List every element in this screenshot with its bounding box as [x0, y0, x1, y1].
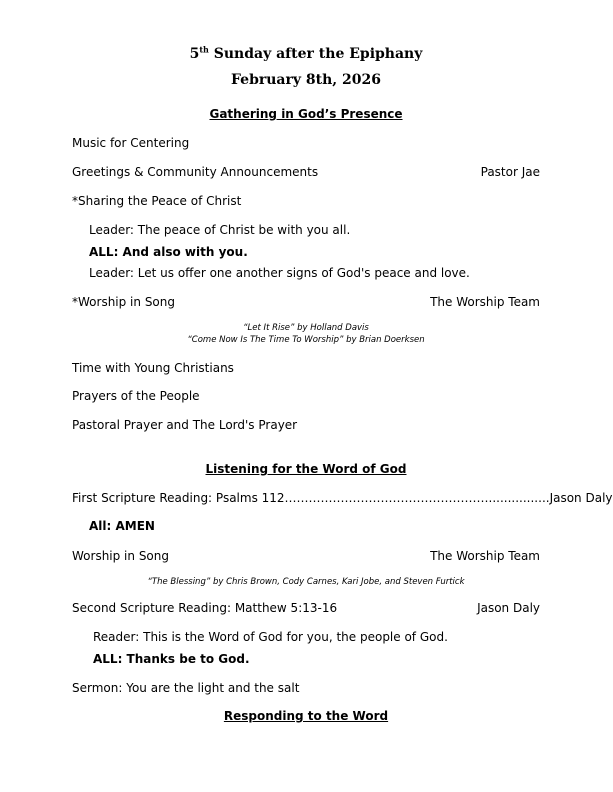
item-worship1-row	[72, 295, 540, 309]
item-second-reading: Second Scripture Reading: Matthew 5:13-16	[72, 601, 338, 615]
item-sermon: Sermon: You are the light and the salt	[72, 681, 300, 695]
song-title-2: “Come Now Is The Time To Worship” by Brian Doerksen	[187, 335, 425, 345]
item-worship1: *Worship in Song	[72, 295, 175, 309]
item-greetings: Greetings & Community Announcements	[72, 165, 319, 179]
item-prayers: Prayers of the People	[72, 389, 200, 403]
section-heading-listening: Listening for the Word of God	[205, 462, 407, 476]
peace-leader-line-1: Leader: The peace of Christ be with you all.	[89, 223, 351, 237]
item-greetings-leader: Pastor Jae	[480, 165, 540, 179]
peace-response: ALL: And also with you.	[89, 245, 248, 259]
section-heading-responding: Responding to the Word	[223, 709, 389, 723]
peace-leader-line-2: Leader: Let us offer one another signs of God's peace and love.	[89, 266, 470, 280]
section-heading-gathering: Gathering in God’s Presence	[209, 107, 403, 121]
item-young-christians: Time with Young Christians	[72, 361, 234, 375]
item-worship2: Worship in Song	[72, 549, 169, 563]
item-worship2-leader: The Worship Team	[430, 549, 540, 563]
title-number: 5	[189, 46, 200, 62]
title-ordinal: th	[199, 44, 209, 55]
item-worship2-row	[72, 549, 540, 563]
page-title	[0, 46, 612, 62]
thanks-response: ALL: Thanks be to God.	[93, 652, 250, 666]
song-title-1: “Let It Rise” by Holland Davis	[243, 323, 369, 333]
item-music: Music for Centering	[72, 136, 190, 150]
amen-response: All: AMEN	[89, 519, 155, 533]
reader-line: Reader: This is the Word of God for you, the people of God.	[93, 630, 448, 644]
item-pastoral-prayer: Pastoral Prayer and The Lord's Prayer	[72, 418, 298, 432]
title-text: Sunday after the Epiphany	[208, 46, 423, 62]
item-worship1-leader: The Worship Team	[430, 295, 540, 309]
service-date: February 8th, 2026	[231, 72, 381, 88]
item-peace: *Sharing the Peace of Christ	[72, 194, 242, 208]
item-first-reading: First Scripture Reading: Psalms 112……………………………………………................Jason Daly	[72, 491, 613, 505]
song-title-3: “The Blessing” by Chris Brown, Cody Carnes, Kari Jobe, and Steven Furtick	[147, 577, 465, 587]
item-greetings-row	[72, 165, 540, 179]
item-second-reading-row	[72, 601, 540, 615]
item-second-reading-leader: Jason Daly	[477, 601, 540, 615]
